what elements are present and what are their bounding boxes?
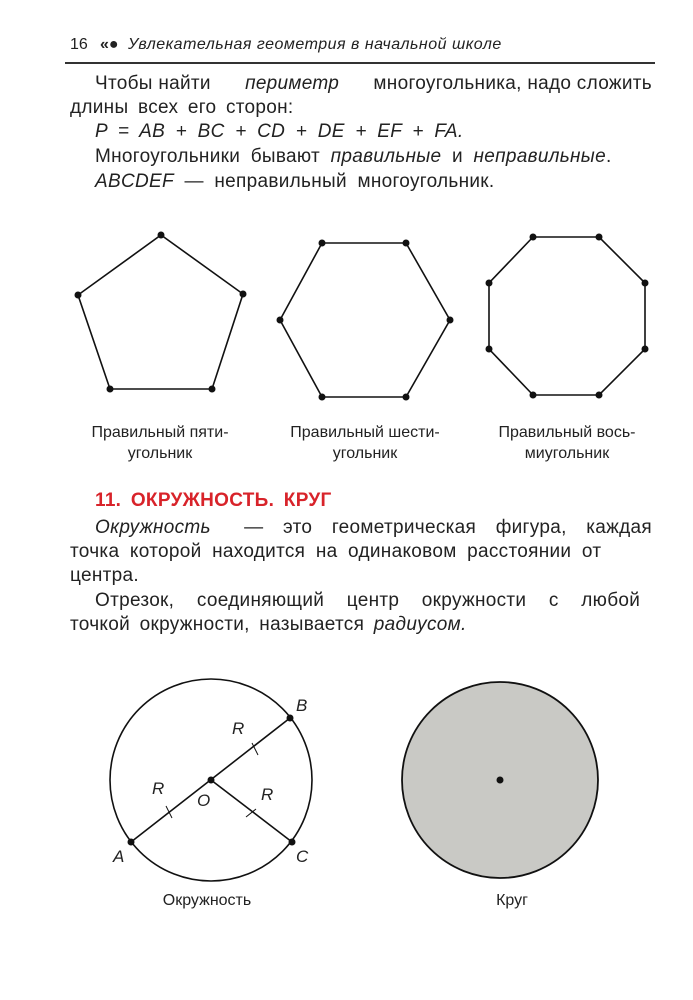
caption-line: угольник bbox=[332, 445, 398, 462]
vertex-dots bbox=[75, 232, 649, 401]
caption-octagon bbox=[467, 422, 667, 464]
term-irregular: неправильные bbox=[473, 146, 606, 167]
caption-pentagon bbox=[60, 422, 260, 464]
section-heading: 11. ОКРУЖНОСТЬ. КРУГ bbox=[95, 490, 332, 511]
definition-radius-line2 bbox=[70, 614, 467, 636]
label-c: C bbox=[296, 847, 309, 866]
text: и bbox=[452, 146, 463, 167]
paragraph-polygon-types: Многоугольники бывают правильные и неправильные. bbox=[95, 146, 612, 167]
caption-line: миугольник bbox=[524, 445, 610, 462]
caption-disk: Круг bbox=[496, 892, 528, 909]
regular-pentagon bbox=[78, 235, 243, 389]
term-abcdef: ABCDEF bbox=[95, 171, 174, 192]
label-b: B bbox=[296, 696, 308, 715]
definition-circle-line3: центра. bbox=[70, 565, 139, 586]
text: точкой окружности, называется bbox=[70, 614, 365, 635]
term-radius: радиусом. bbox=[373, 614, 467, 635]
term-perimeter: периметр bbox=[245, 73, 340, 94]
label-r: R bbox=[261, 785, 274, 804]
page-number: 16 bbox=[70, 36, 88, 53]
caption-line: Правильный шести- bbox=[290, 424, 440, 441]
caption-circle: Окружность bbox=[162, 892, 252, 909]
text: Чтобы найти bbox=[95, 73, 211, 94]
ornament-icon: «● bbox=[100, 36, 119, 53]
term-regular: правильные bbox=[330, 146, 442, 167]
definition-circle-line2: точка которой находится на одинаковом расстоянии от bbox=[70, 541, 602, 562]
term-circle: Окружность bbox=[95, 517, 211, 538]
label-r: R bbox=[152, 779, 165, 798]
label-a: A bbox=[113, 847, 125, 866]
label-r: R bbox=[232, 719, 245, 738]
disk-center bbox=[497, 777, 504, 784]
caption-line: Правильный вось- bbox=[498, 424, 636, 441]
text: — это геометрическая фигура, каждая bbox=[244, 517, 652, 538]
running-title: Увлекательная геометрия в начальной школе bbox=[128, 36, 502, 53]
caption-hexagon bbox=[265, 422, 465, 464]
definition-radius-line1: Отрезок, соединяющий центр окружности с любой bbox=[95, 590, 641, 611]
paragraph-perimeter-line2: длины всех его сторон: bbox=[70, 97, 294, 118]
text: многоугольника, надо сложить bbox=[373, 73, 652, 94]
caption-line: угольник bbox=[127, 445, 193, 462]
definition-circle-line1 bbox=[95, 517, 652, 539]
perimeter-formula: P = AB + BC + CD + DE + EF + FA. bbox=[95, 121, 464, 142]
label-o: O bbox=[197, 791, 211, 810]
text: Многоугольники бывают bbox=[95, 146, 321, 167]
caption-line: Правильный пяти- bbox=[91, 424, 229, 441]
regular-octagon bbox=[489, 237, 645, 395]
regular-hexagon bbox=[280, 243, 450, 397]
text: — неправильный многоугольник. bbox=[184, 171, 495, 192]
